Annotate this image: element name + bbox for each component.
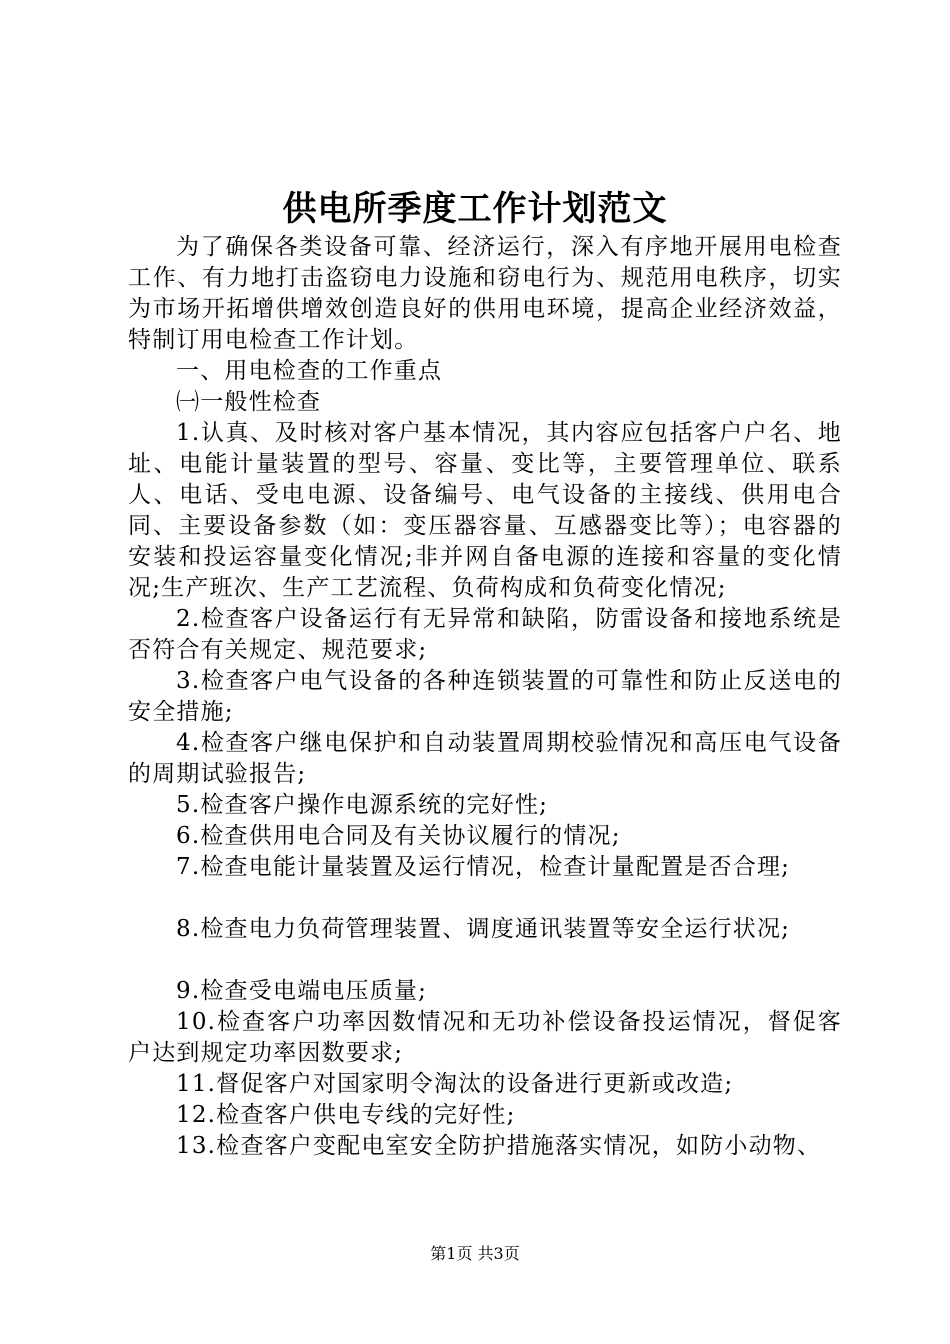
list-item: 3.检查客户电气设备的各种连锁装置的可靠性和防止反送电的安全措施; [128, 668, 842, 725]
subsection-heading: ㈠一般性检查 [176, 389, 322, 415]
intro-paragraph: 为了确保各类设备可靠、经济运行，深入有序地开展用电检查工作、有力地打击盗窃电力设施和窃电行为、规范用电秩序，切实为市场开拓增供增效创造良好的供用电环境，提高企业经济效益，特制订用电检查工作计划。 [128, 234, 842, 353]
section-heading: 一、用电检查的工作重点 [176, 358, 443, 384]
list-item: 7.检查电能计量装置及运行情况，检查计量配置是否合理; [176, 854, 791, 880]
list-item: 1.认真、及时核对客户基本情况，其内容应包括客户户名、地址、电能计量装置的型号、容量、变比等，主要管理单位、联系人、电话、受电电源、设备编号、电气设备的主接线、供用电合同、主要设备参数（如：变压器容量、互感器变比等）；电容器的安装和投运容量变化情况;非并网自备电源的连接和容量的变化情况;生产班次、生产工艺流程、负荷构成和负荷变化情况; [128, 420, 842, 601]
list-item: 13.检查客户变配电室安全防护措施落实情况，如防小动物、 [176, 1133, 822, 1159]
page-footer: 第1页 共3页 [430, 1244, 520, 1263]
document-title: 供电所季度工作计划范文 [282, 189, 668, 229]
list-item: 8.检查电力负荷管理装置、调度通讯装置等安全运行状况; [176, 916, 791, 942]
list-item: 10.检查客户功率因数情况和无功补偿设备投运情况，督促客户达到规定功率因数要求; [128, 1009, 842, 1066]
list-item: 5.检查客户操作电源系统的完好性; [176, 792, 549, 818]
document-body [128, 232, 842, 1162]
list-item: 12.检查客户供电专线的完好性; [176, 1102, 516, 1128]
list-item: 2.检查客户设备运行有无异常和缺陷，防雷设备和接地系统是否符合有关规定、规范要求; [128, 606, 842, 663]
list-item: 4.检查客户继电保护和自动装置周期校验情况和高压电气设备的周期试验报告; [128, 730, 842, 787]
list-item: 9.检查受电端电压质量; [176, 978, 428, 1004]
list-item: 11.督促客户对国家明令淘汰的设备进行更新或改造; [176, 1071, 734, 1097]
list-item: 6.检查供用电合同及有关协议履行的情况; [176, 823, 621, 849]
